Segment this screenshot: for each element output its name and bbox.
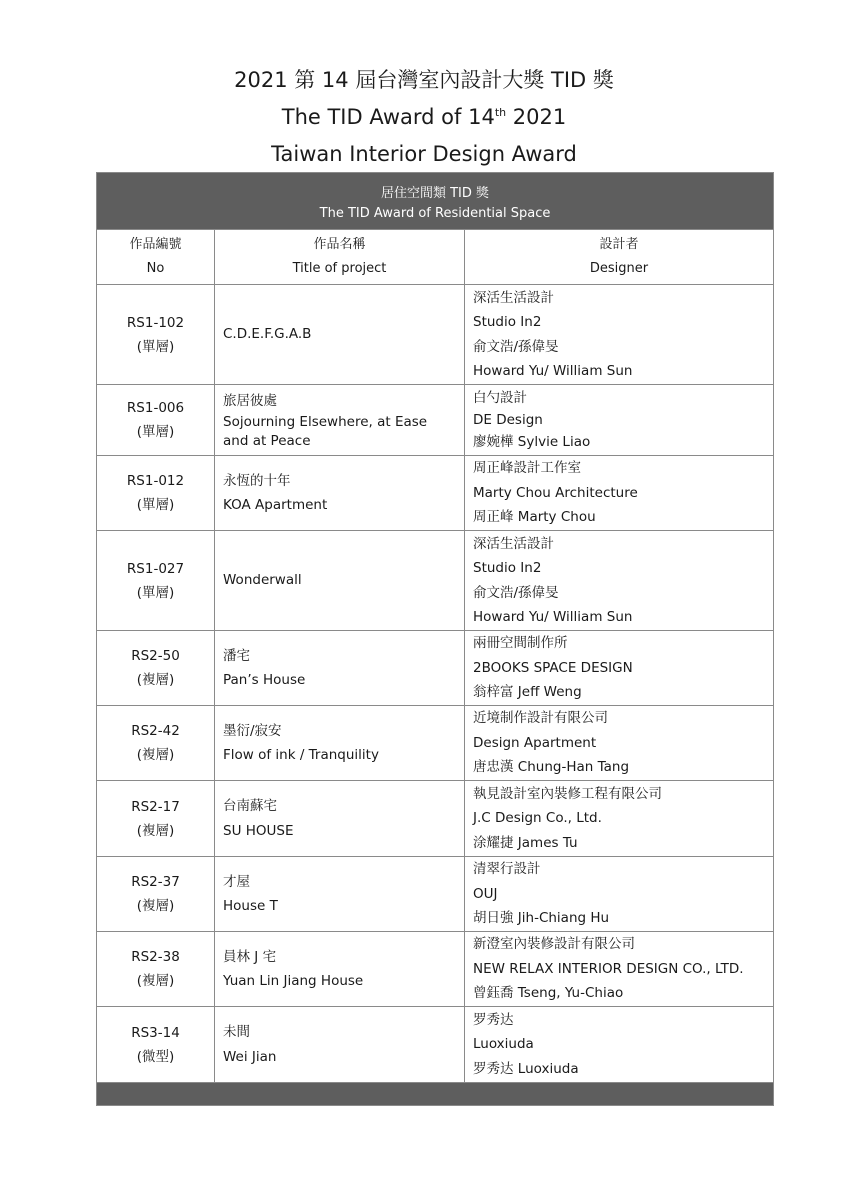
table-footer-band: [97, 1083, 774, 1106]
designer-line: Marty Chou Architecture: [473, 484, 638, 501]
subtitle-ordinal-suffix: th: [494, 106, 507, 119]
project-type: (微型): [136, 1048, 175, 1065]
project-number-cell: [97, 706, 215, 781]
project-title-zh: 旅居彼處: [223, 392, 277, 409]
category-title-en: The TID Award of Residential Space: [319, 205, 551, 221]
designer-line: 兩冊空間制作所: [473, 635, 568, 652]
project-title-en: House T: [223, 898, 278, 914]
project-number: RS1-012: [126, 473, 185, 489]
project-title-en: Wonderwall: [223, 572, 302, 589]
project-title-en: Flow of ink / Tranquility: [223, 747, 379, 763]
page-subtitle: [0, 103, 848, 131]
project-title-cell: [215, 1007, 465, 1083]
designer-cell: [465, 932, 774, 1007]
project-title-cell: [215, 631, 465, 706]
designer-line: DE Design: [473, 412, 543, 428]
column-header-designer: [465, 230, 774, 285]
project-title-zh: 員林 J 宅: [223, 948, 277, 965]
project-type: (單層): [136, 584, 175, 601]
designer-line: 深活生活設計: [473, 535, 554, 552]
designer-line: 罗秀达 Luoxiuda: [473, 1060, 579, 1077]
designer-line: 新澄室內裝修設計有限公司: [473, 936, 635, 953]
project-title-en: Wei Jian: [223, 1048, 277, 1065]
designer-line: 執見設計室內裝修工程有限公司: [473, 785, 662, 802]
designer-line: NEW RELAX INTERIOR DESIGN CO., LTD.: [473, 960, 744, 977]
project-title-en: Yuan Lin Jiang House: [223, 973, 364, 989]
project-number: RS2-50: [131, 648, 180, 664]
project-type: (單層): [136, 338, 175, 355]
designer-cell: [465, 781, 774, 857]
designer-line: 曾鈺喬 Tseng, Yu-Chiao: [473, 985, 624, 1002]
category-band: [97, 173, 774, 230]
designer-line: Howard Yu/ William Sun: [473, 363, 633, 379]
designer-line: 罗秀达: [473, 1011, 514, 1028]
project-number-cell: [97, 932, 215, 1007]
designer-line: 深活生活設計: [473, 289, 554, 306]
project-title-cell: [215, 456, 465, 531]
project-type: (複層): [136, 672, 175, 688]
page-subtitle-award: Taiwan Interior Design Award: [271, 142, 577, 166]
designer-cell: [465, 531, 774, 631]
subtitle-year: 2021: [506, 105, 567, 129]
project-type: (單層): [136, 497, 175, 513]
designer-line: 近境制作設計有限公司: [473, 710, 608, 727]
designer-line: Howard Yu/ William Sun: [473, 609, 633, 625]
table-row: [97, 857, 774, 932]
designer-line: 俞文浩/孫偉旻: [473, 338, 559, 355]
project-number-cell: [97, 531, 215, 631]
table-row: [97, 1007, 774, 1083]
project-title-en: Sojourning Elsewhere, at Ease and at Peace: [223, 414, 428, 450]
project-number: RS2-37: [131, 874, 180, 890]
column-header-no-zh: 作品編號: [129, 237, 182, 252]
designer-cell: [465, 706, 774, 781]
designer-line: 俞文浩/孫偉旻: [473, 584, 559, 601]
project-number: RS1-006: [126, 400, 185, 416]
designer-cell: [465, 456, 774, 531]
column-header-designer-en: Designer: [589, 261, 649, 276]
column-header-title: [215, 230, 465, 285]
column-header-designer-zh: 設計者: [599, 237, 639, 252]
footer-band-cell: [97, 1083, 774, 1106]
designer-cell: [465, 385, 774, 456]
designer-line: OUJ: [473, 885, 498, 902]
designer-line: 2BOOKS SPACE DESIGN: [473, 659, 633, 676]
project-title-zh: 才屋: [223, 873, 250, 890]
project-title-en: C.D.E.F.G.A.B: [223, 326, 312, 343]
project-title-cell: [215, 385, 465, 456]
designer-line: 翁梓富 Jeff Weng: [473, 684, 582, 701]
table-row: [97, 781, 774, 857]
project-title-en: SU HOUSE: [223, 822, 294, 839]
award-table: [96, 172, 774, 1106]
project-number-cell: [97, 631, 215, 706]
designer-line: J.C Design Co., Ltd.: [473, 810, 602, 827]
designer-line: Studio In2: [473, 560, 542, 576]
project-type: (複層): [136, 747, 175, 763]
table-row: [97, 385, 774, 456]
project-title-zh: 未間: [223, 1024, 250, 1040]
table-row: [97, 631, 774, 706]
project-number: RS3-14: [131, 1024, 180, 1041]
designer-line: Studio In2: [473, 314, 542, 330]
table-row: [97, 932, 774, 1007]
project-title-cell: [215, 531, 465, 631]
column-header-row: [97, 230, 774, 285]
project-number-cell: [97, 781, 215, 857]
category-title-zh: 居住空間類 TID 獎: [380, 185, 490, 201]
project-number: RS1-102: [126, 314, 185, 331]
table-row: [97, 285, 774, 385]
designer-line: 胡日強 Jih-Chiang Hu: [473, 910, 610, 927]
table-row: [97, 531, 774, 631]
table-row: [97, 456, 774, 531]
subtitle-prefix: The TID Award of 14: [281, 105, 495, 129]
designer-line: Design Apartment: [473, 734, 597, 751]
project-title-zh: 永恆的十年: [223, 472, 291, 489]
designer-line: 周正峰設計工作室: [473, 460, 581, 477]
column-header-title-en: Title of project: [292, 261, 387, 276]
column-header-title-zh: 作品名稱: [313, 237, 366, 252]
project-number: RS2-38: [131, 949, 180, 965]
project-number-cell: [97, 456, 215, 531]
designer-cell: [465, 1007, 774, 1083]
designer-cell: [465, 285, 774, 385]
project-type: (複層): [136, 973, 175, 989]
project-title-cell: [215, 706, 465, 781]
project-title-cell: [215, 285, 465, 385]
project-type: (單層): [136, 424, 175, 440]
project-number-cell: [97, 285, 215, 385]
project-type: (複層): [136, 822, 175, 839]
table-row: [97, 706, 774, 781]
designer-line: 唐忠漢 Chung-Han Tang: [473, 759, 630, 776]
project-number-cell: [97, 1007, 215, 1083]
page-title: 2021 第 14 屆台灣室內設計大獎 TID 獎: [234, 68, 614, 92]
designer-line: 涂耀捷 James Tu: [473, 834, 578, 851]
project-number: RS2-17: [131, 798, 180, 815]
project-title-cell: [215, 781, 465, 857]
project-title-zh: 墨衍/寂安: [223, 722, 282, 739]
project-title-cell: [215, 932, 465, 1007]
project-type: (複層): [136, 898, 175, 914]
project-title-cell: [215, 857, 465, 932]
project-title-zh: 台南蘇宅: [223, 798, 277, 814]
project-title-zh: 潘宅: [223, 647, 250, 664]
designer-cell: [465, 631, 774, 706]
designer-line: 廖婉樺 Sylvie Liao: [473, 434, 591, 450]
project-title-en: Pan’s House: [223, 672, 306, 688]
project-number: RS1-027: [126, 560, 185, 577]
project-number: RS2-42: [131, 723, 180, 739]
designer-line: Luoxiuda: [473, 1036, 534, 1053]
column-header-no: [97, 230, 215, 285]
project-title-en: KOA Apartment: [223, 497, 328, 513]
designer-line: 清翠行設計: [473, 861, 541, 878]
designer-cell: [465, 857, 774, 932]
designer-line: 白勺設計: [473, 390, 527, 406]
column-header-no-en: No: [146, 261, 165, 276]
project-number-cell: [97, 385, 215, 456]
project-number-cell: [97, 857, 215, 932]
designer-line: 周正峰 Marty Chou: [473, 509, 596, 526]
